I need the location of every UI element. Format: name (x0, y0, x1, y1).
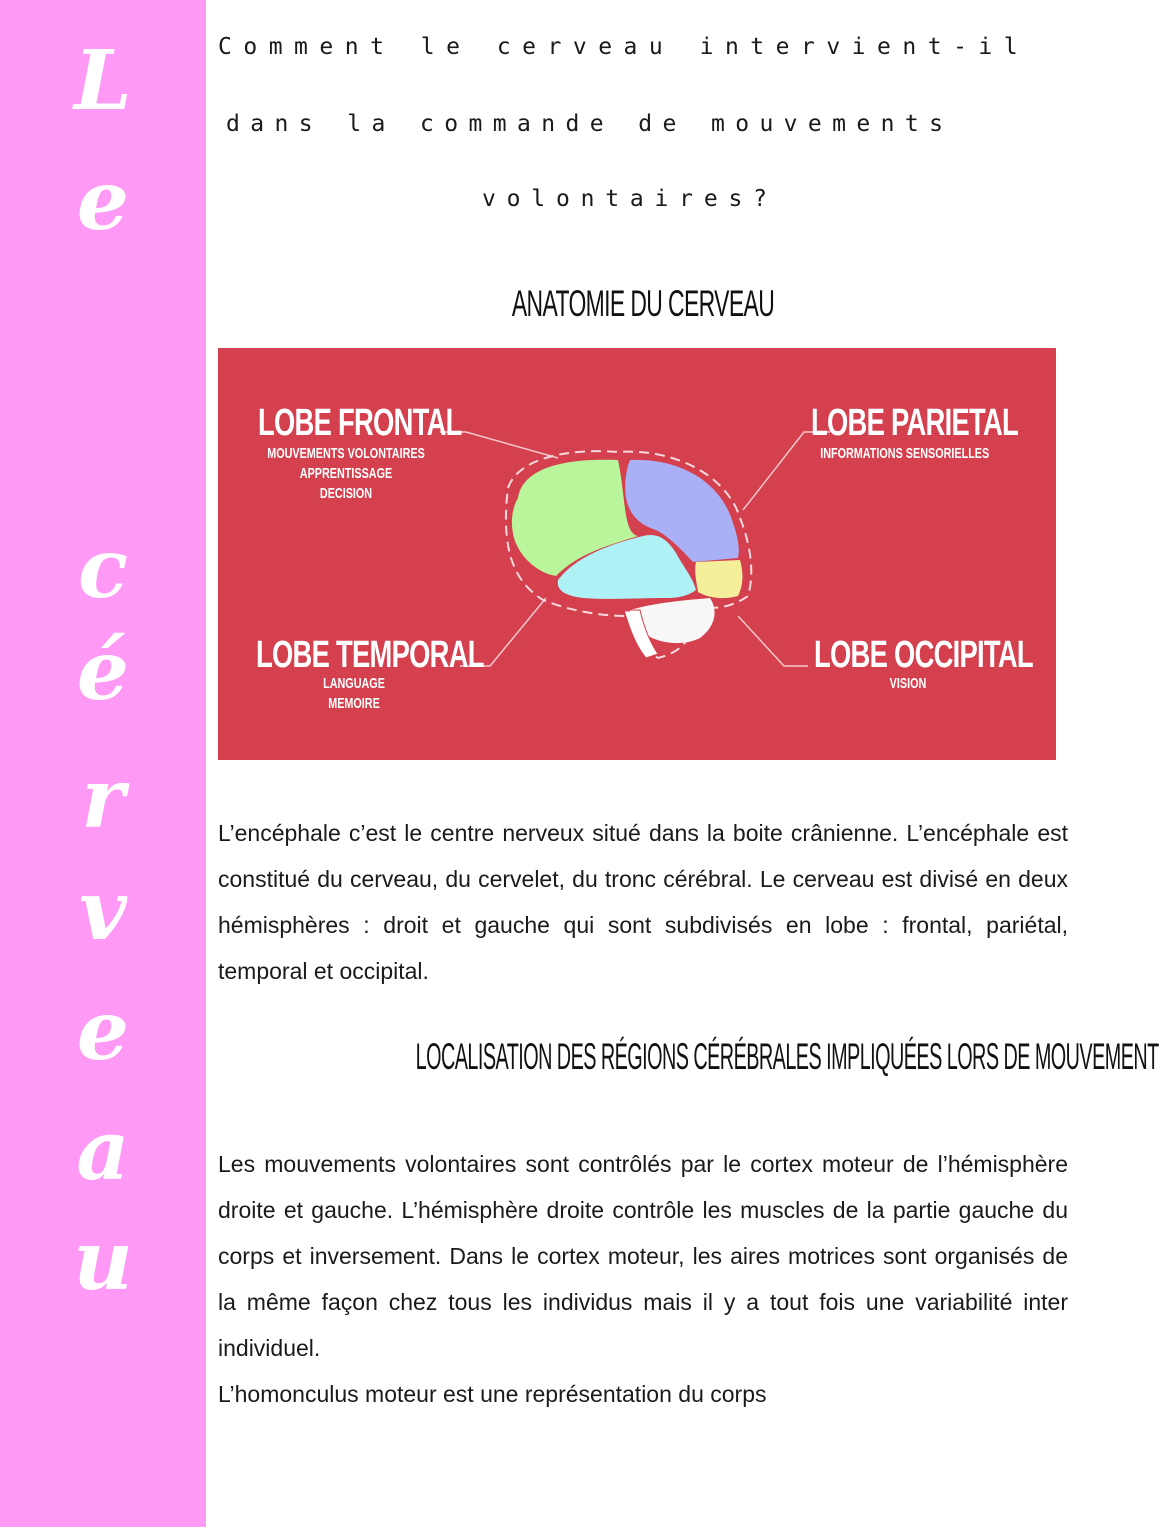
temporal-lobe-functions (311, 674, 397, 714)
section-heading-localisation: LOCALISATION DES RÉGIONS CÉRÉBRALES IMPLIQUÉES LORS DE MOUVEMENT (415, 1036, 1159, 1077)
parietal-lobe-functions (820, 444, 990, 464)
frontal-lobe-functions (267, 444, 425, 504)
sidebar-letter: é (76, 623, 130, 719)
paragraph-mouvements-text: Les mouvements volontaires sont contrôlés par le cortex moteur de l’hémisphère droite et gauche. L’hémisphère droite contrôle les muscles de la partie gauche du corps et inversement. Dans le cortex moteur, les aires motrices sont organisés de la même façon chez tous les individus mais il y a tout fois une variabilité inter individuel. (218, 1151, 1068, 1361)
question-line-1: Comment le cerveau intervient-il (218, 34, 1030, 60)
sidebar-letter: L (74, 33, 132, 129)
temporal-lobe-title: LOBE TEMPORAL (256, 634, 484, 676)
paragraph-homonculus-text: L’homonculus moteur est une représentation du corps (218, 1381, 767, 1407)
occipital-lobe-shape (695, 560, 742, 598)
occipital-connector (738, 616, 808, 666)
sidebar (0, 0, 206, 1527)
sidebar-letter: e (76, 983, 130, 1079)
frontal-function-item: DECISION (319, 485, 373, 502)
parietal-function-item: INFORMATIONS SENSORIELLES (820, 445, 990, 462)
sidebar-letter: u (73, 1213, 133, 1309)
brain-anatomy-diagram (218, 348, 1056, 760)
question-line-2: dans la commande de mouvements (226, 111, 954, 137)
temporal-function-item: LANGUAGE (323, 675, 385, 692)
parietal-lobe-title: LOBE PARIETAL (811, 402, 1018, 444)
occipital-lobe-functions (865, 674, 951, 694)
paragraph-encephale (218, 810, 1068, 994)
occipital-lobe-title: LOBE OCCIPITAL (814, 634, 1033, 676)
sidebar-letter: c (78, 521, 128, 617)
occipital-function-item: VISION (889, 675, 927, 692)
sidebar-letter: r (81, 751, 125, 847)
sidebar-letter: a (76, 1103, 130, 1199)
sidebar-letter: e (76, 153, 130, 249)
frontal-function-item: MOUVEMENTS VOLONTAIRES (267, 445, 425, 462)
sidebar-letter: v (79, 863, 127, 959)
section-heading-anatomy: ANATOMIE DU CERVEAU (511, 283, 775, 324)
frontal-function-item: APPRENTISSAGE (299, 465, 393, 482)
paragraph-encephale-text: L’encéphale c’est le centre nerveux situé dans la boite crânienne. L’encéphale est constitué du cerveau, du cervelet, du tronc cérébral. Le cerveau est divisé en deux hémisphères : droit et gauche qui sont subdivisés en lobe : frontal, pariétal, temporal et occipital. (218, 820, 1068, 984)
paragraph-mouvements (218, 1141, 1068, 1417)
temporal-function-item: MEMOIRE (328, 695, 380, 712)
question-line-3: volontaires? (482, 186, 778, 212)
frontal-lobe-title: LOBE FRONTAL (258, 402, 462, 444)
